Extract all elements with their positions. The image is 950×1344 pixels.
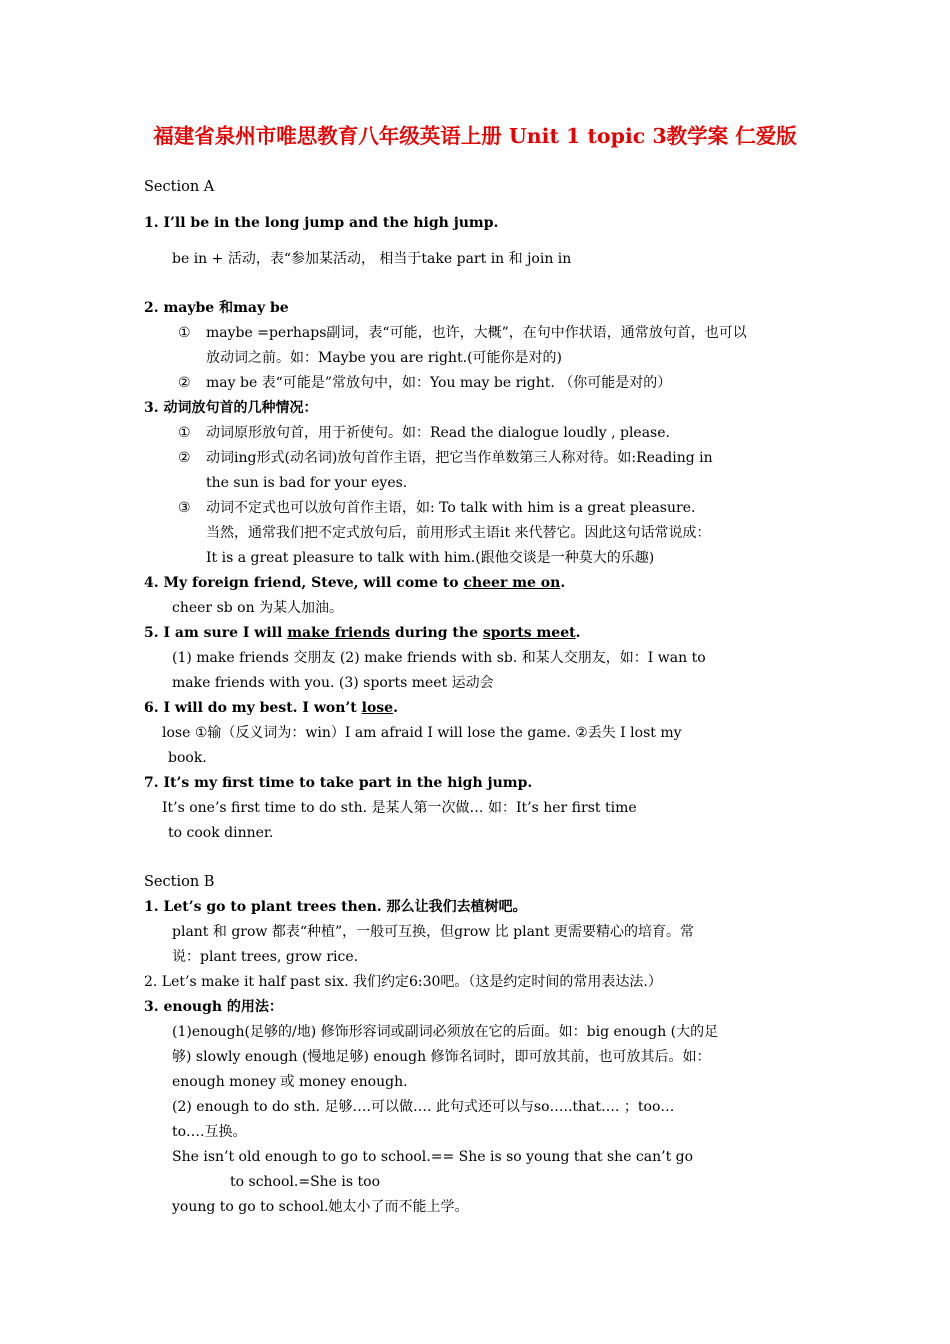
a5-heading xyxy=(144,623,580,643)
a5-heading-phrase-1: make friends xyxy=(287,625,391,641)
a4-heading xyxy=(144,573,565,593)
a3-line-2: 动词ing形式(动名词)放句首作主语，把它当作单数第三人称对待。如:Reading in xyxy=(206,450,713,466)
a2-heading: 2. maybe 和may be xyxy=(144,300,289,316)
b3-line-2: 够) slowly enough (慢地足够) enough 修饰名词时，即可放其前，也可放其后。如： xyxy=(172,1049,711,1065)
a7-heading: 7. It’s my first time to take part in the high jump. xyxy=(144,775,533,791)
a3-marker-3: ③ xyxy=(178,500,191,516)
a5-heading-phrase-2: sports meet xyxy=(482,625,576,641)
a1-heading: 1. I’ll be in the long jump and the high jump. xyxy=(144,215,499,231)
a3-line-5: 当然，通常我们把不定式放句后，前用形式主语it 来代替它。因此这句话常说成： xyxy=(206,525,711,541)
a4-body: cheer sb on 为某人加油。 xyxy=(172,600,344,616)
a6-heading-word: lose xyxy=(361,700,394,716)
b3-line-4: (2) enough to do sth. 足够….可以做…. 此句式还可以与so…..that…. ；too… xyxy=(172,1099,675,1115)
a6-heading-text: 6. I will do my best. I won’t xyxy=(144,700,362,716)
a3-marker-2: ② xyxy=(178,450,191,466)
a5-line-1: (1) make friends 交朋友 (2) make friends with sb. 和某人交朋友，如：I wan to xyxy=(172,650,706,666)
a6-line-2: book. xyxy=(168,750,207,766)
a4-heading-end: . xyxy=(560,575,566,591)
a2-line-2: 放动词之前。如：Maybe you are right.(可能你是对的) xyxy=(206,350,563,366)
a6-heading xyxy=(144,698,398,718)
b3-line-8: young to go to school.她太小了而不能上学。 xyxy=(172,1199,469,1215)
a5-line-2: make friends with you. (3) sports meet 运动会 xyxy=(172,675,494,691)
b3-line-7: to school.=She is too xyxy=(230,1174,381,1190)
b2-line: 2. Let’s make it half past six. 我们约定6:30吧。（这是约定时间的常用表达法.） xyxy=(144,974,662,990)
b3-line-5: to….互换。 xyxy=(172,1124,247,1140)
a1-body: be in + 活动，表“参加某活动， 相当于take part in 和 join in xyxy=(172,251,572,267)
a3-heading: 3. 动词放句首的几种情况： xyxy=(144,400,318,416)
a3-line-1: 动词原形放句首，用于祈使句。如：Read the dialogue loudly , please. xyxy=(206,425,670,441)
a7-line-1: It’s one’s first time to do sth. 是某人第一次做… 如：It’s her first time xyxy=(162,800,637,816)
b1-line-1: plant 和 grow 都表“种植”，一般可互换，但grow 比 plant 更需要精心的培育。常 xyxy=(172,924,695,940)
a3-line-3: the sun is bad for your eyes. xyxy=(206,475,408,491)
a5-heading-mid: during the xyxy=(390,625,483,641)
a3-line-4: 动词不定式也可以放句首作主语，如: To talk with him is a great pleasure. xyxy=(206,500,696,516)
a3-marker-1: ① xyxy=(178,425,191,441)
a6-heading-end: . xyxy=(393,700,398,716)
b3-line-3: enough money 或 money enough. xyxy=(172,1074,408,1090)
b1-line-2: 说：plant trees, grow rice. xyxy=(172,949,359,965)
b1-heading: 1. Let’s go to plant trees then. 那么让我们去植树吧。 xyxy=(144,899,527,915)
a2-marker-2: ② xyxy=(178,375,191,391)
b3-heading: 3. enough 的用法： xyxy=(144,999,283,1015)
a2-line-1: maybe =perhaps副词，表“可能，也许，大概”，在句中作状语，通常放句首，也可以 xyxy=(206,325,747,341)
a6-line-1: lose ①输（反义词为：win）I am afraid I will lose the game. ②丢失 I lost my xyxy=(162,725,682,741)
section-b-heading: Section B xyxy=(144,874,215,890)
a2-line-3: may be 表“可能是”常放句中，如：You may be right. （你可能是对的） xyxy=(206,375,672,391)
a5-heading-text: 5. I am sure I will xyxy=(144,625,288,641)
a2-marker-1: ① xyxy=(178,325,191,341)
document-title: 福建省泉州市唯思教育八年级英语上册 Unit 1 topic 3教学案 仁爱版 xyxy=(153,124,797,148)
b3-line-6: She isn’t old enough to go to school.== She is so young that she can’t go xyxy=(172,1149,694,1165)
a5-heading-end: . xyxy=(575,625,581,641)
section-a-heading: Section A xyxy=(144,179,215,195)
a7-line-2: to cook dinner. xyxy=(168,825,274,841)
a4-heading-phrase: cheer me on xyxy=(463,575,561,591)
a4-heading-text: 4. My foreign friend, Steve, will come to xyxy=(144,575,464,591)
a3-line-6: It is a great pleasure to talk with him.(跟他交谈是一种莫大的乐趣) xyxy=(206,550,655,566)
b3-line-1: (1)enough(足够的/地) 修饰形容词或副词必须放在它的后面。如：big enough (大的足 xyxy=(172,1024,719,1040)
